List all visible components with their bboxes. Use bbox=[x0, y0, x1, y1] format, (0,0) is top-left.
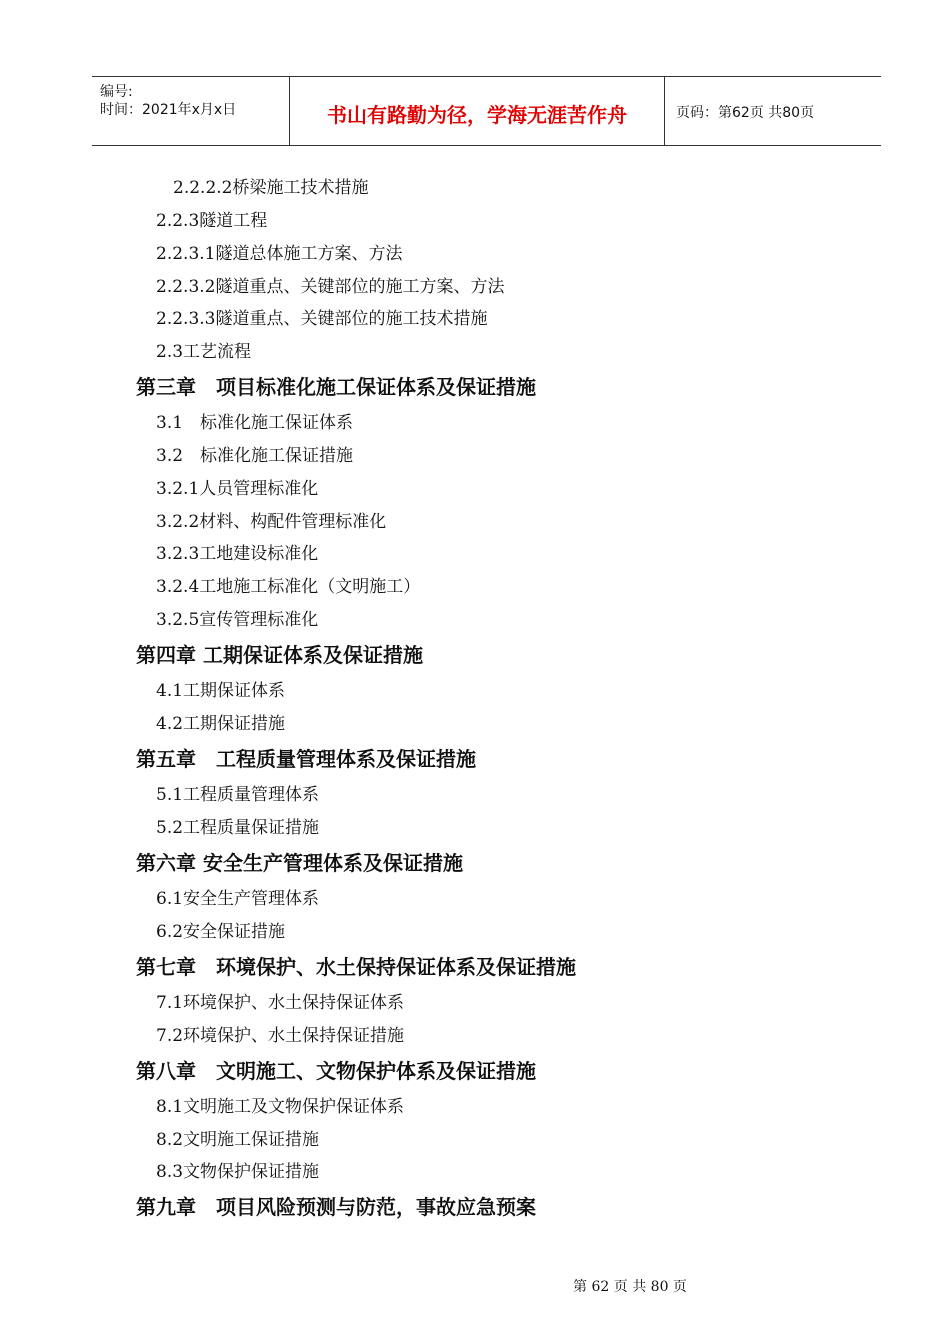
toc-chapter-heading: 第四章 工期保证体系及保证措施 bbox=[136, 643, 423, 667]
header-motto-cell bbox=[290, 77, 665, 145]
toc-section-entry: 3.2.5宣传管理标准化 bbox=[156, 610, 319, 630]
toc-section-entry: 2.2.3隧道工程 bbox=[156, 211, 268, 231]
toc-section-entry: 6.2安全保证措施 bbox=[156, 922, 286, 942]
document-time-label: 时间：2021年x月x日 bbox=[100, 102, 237, 118]
toc-section-entry: 3.2.1人员管理标准化 bbox=[156, 479, 319, 499]
toc-section-entry: 2.2.2.2桥梁施工技术措施 bbox=[173, 178, 369, 198]
toc-section-entry: 2.2.3.3隧道重点、关键部位的施工技术措施 bbox=[156, 309, 488, 329]
page-footer: 第 62 页 共 80 页 bbox=[573, 1279, 687, 1295]
toc-section-entry: 3.2 标准化施工保证措施 bbox=[156, 446, 354, 466]
toc-section-entry: 2.3工艺流程 bbox=[156, 342, 252, 362]
header-page-cell bbox=[666, 77, 881, 145]
toc-chapter-heading: 第九章 项目风险预测与防范，事故应急预案 bbox=[136, 1195, 536, 1219]
page-header bbox=[92, 76, 881, 146]
toc-section-entry: 7.2环境保护、水土保持保证措施 bbox=[156, 1026, 405, 1046]
toc-chapter-heading: 第五章 工程质量管理体系及保证措施 bbox=[136, 747, 476, 771]
toc-chapter-heading: 第七章 环境保护、水土保持保证体系及保证措施 bbox=[136, 955, 576, 979]
toc-section-entry: 8.2文明施工保证措施 bbox=[156, 1130, 320, 1150]
toc-section-entry: 8.3文物保护保证措施 bbox=[156, 1162, 320, 1182]
toc-section-entry: 8.1文明施工及文物保护保证体系 bbox=[156, 1097, 405, 1117]
toc-section-entry: 2.2.3.2隧道重点、关键部位的施工方案、方法 bbox=[156, 277, 505, 297]
header-motto: 书山有路勤为径，学海无涯苦作舟 bbox=[327, 103, 627, 127]
toc-chapter-heading: 第八章 文明施工、文物保护体系及保证措施 bbox=[136, 1059, 536, 1083]
document-code-label: 编号: bbox=[100, 84, 133, 100]
toc-section-entry: 4.1工期保证体系 bbox=[156, 681, 286, 701]
header-page-info: 页码：第62页 共80页 bbox=[676, 105, 815, 121]
toc-section-entry: 7.1环境保护、水土保持保证体系 bbox=[156, 993, 405, 1013]
toc-section-entry: 2.2.3.1隧道总体施工方案、方法 bbox=[156, 244, 403, 264]
toc-chapter-heading: 第六章 安全生产管理体系及保证措施 bbox=[136, 851, 463, 875]
toc-section-entry: 3.1 标准化施工保证体系 bbox=[156, 413, 354, 433]
toc-section-entry: 3.2.2材料、构配件管理标准化 bbox=[156, 512, 387, 532]
toc-section-entry: 3.2.3工地建设标准化 bbox=[156, 544, 319, 564]
toc-chapter-heading: 第三章 项目标准化施工保证体系及保证措施 bbox=[136, 375, 536, 399]
toc-section-entry: 5.2工程质量保证措施 bbox=[156, 818, 320, 838]
toc-section-entry: 5.1工程质量管理体系 bbox=[156, 785, 320, 805]
toc-section-entry: 4.2工期保证措施 bbox=[156, 714, 286, 734]
header-meta-cell bbox=[92, 77, 290, 145]
toc-section-entry: 6.1安全生产管理体系 bbox=[156, 889, 320, 909]
toc-section-entry: 3.2.4工地施工标准化（文明施工） bbox=[156, 577, 421, 597]
